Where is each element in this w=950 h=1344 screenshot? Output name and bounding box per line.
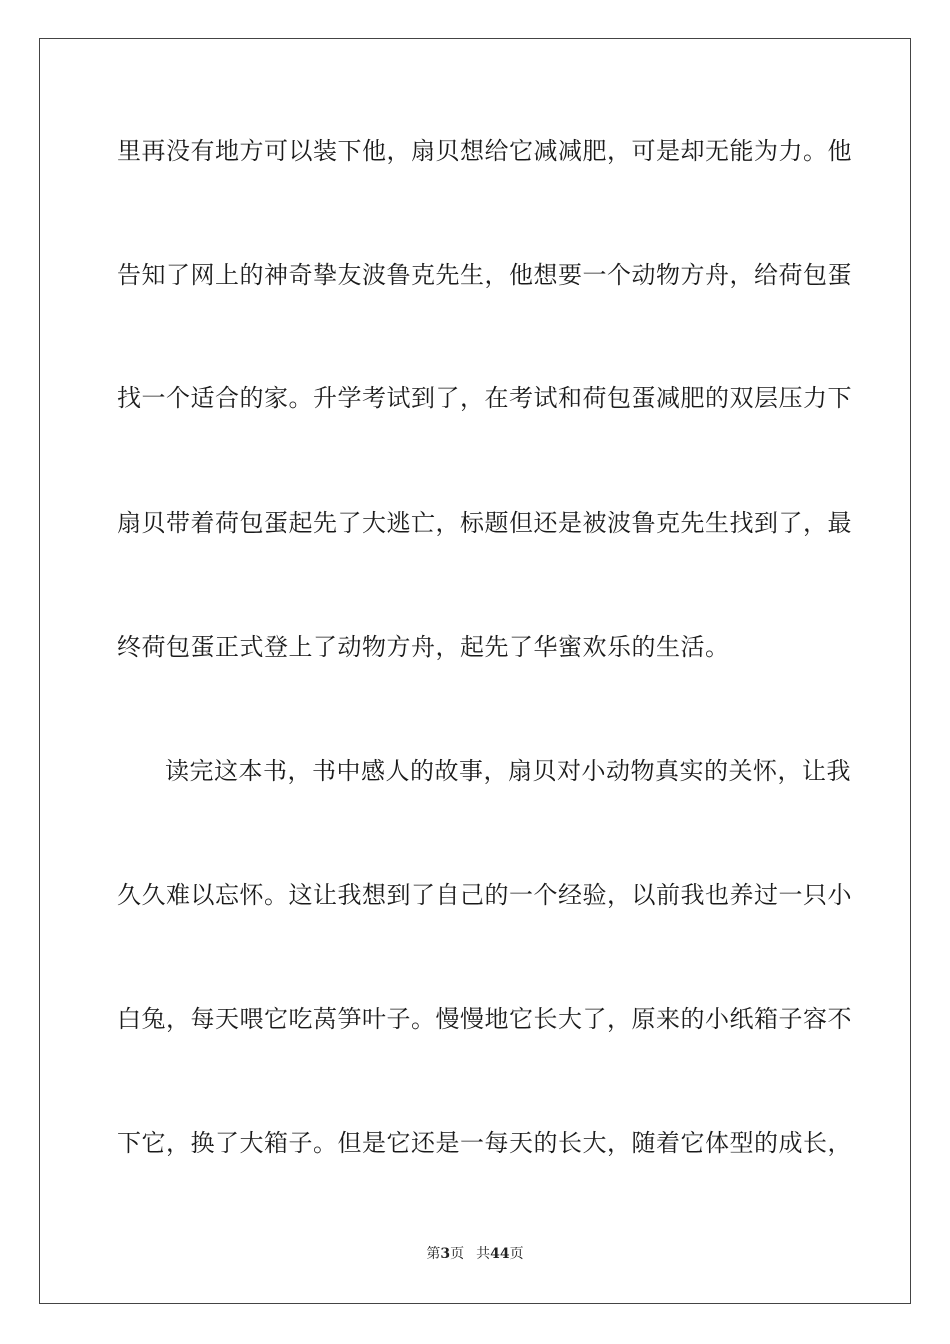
page-number: 3 xyxy=(440,1246,451,1262)
text-line: 白兔，每天喂它吃莴笋叶子。慢慢地它长大了，原来的小纸箱子容不 xyxy=(117,1005,852,1033)
text-line: 扇贝带着荷包蛋起先了大逃亡，标题但还是被波鲁克先生找到了，最 xyxy=(117,509,852,537)
text-line: 找一个适合的家。升学考试到了，在考试和荷包蛋减肥的双层压力下 xyxy=(117,384,852,412)
paragraph-first-line: 读完这本书，书中感人的故事，扇贝对小动物真实的关怀，让我 xyxy=(165,757,851,785)
text-line: 下它，换了大箱子。但是它还是一每天的长大，随着它体型的成长， xyxy=(117,1129,852,1157)
text-line: 告知了网上的神奇挚友波鲁克先生，他想要一个动物方舟，给荷包蛋 xyxy=(117,261,852,289)
page-suffix: 页 xyxy=(450,1246,465,1262)
page-border xyxy=(39,38,911,1304)
text-line: 里再没有地方可以装下他，扇贝想给它减减肥，可是却无能为力。他 xyxy=(117,137,852,165)
page-prefix: 第 xyxy=(426,1246,441,1262)
text-line: 久久难以忘怀。这让我想到了自己的一个经验，以前我也养过一只小 xyxy=(117,881,852,909)
total-pages: 44 xyxy=(490,1246,510,1262)
total-suffix: 页 xyxy=(509,1246,524,1262)
page-footer xyxy=(0,1244,950,1264)
text-line: 终荷包蛋正式登上了动物方舟，起先了华蜜欢乐的生活。 xyxy=(117,633,730,661)
total-prefix: 共 xyxy=(476,1246,491,1262)
